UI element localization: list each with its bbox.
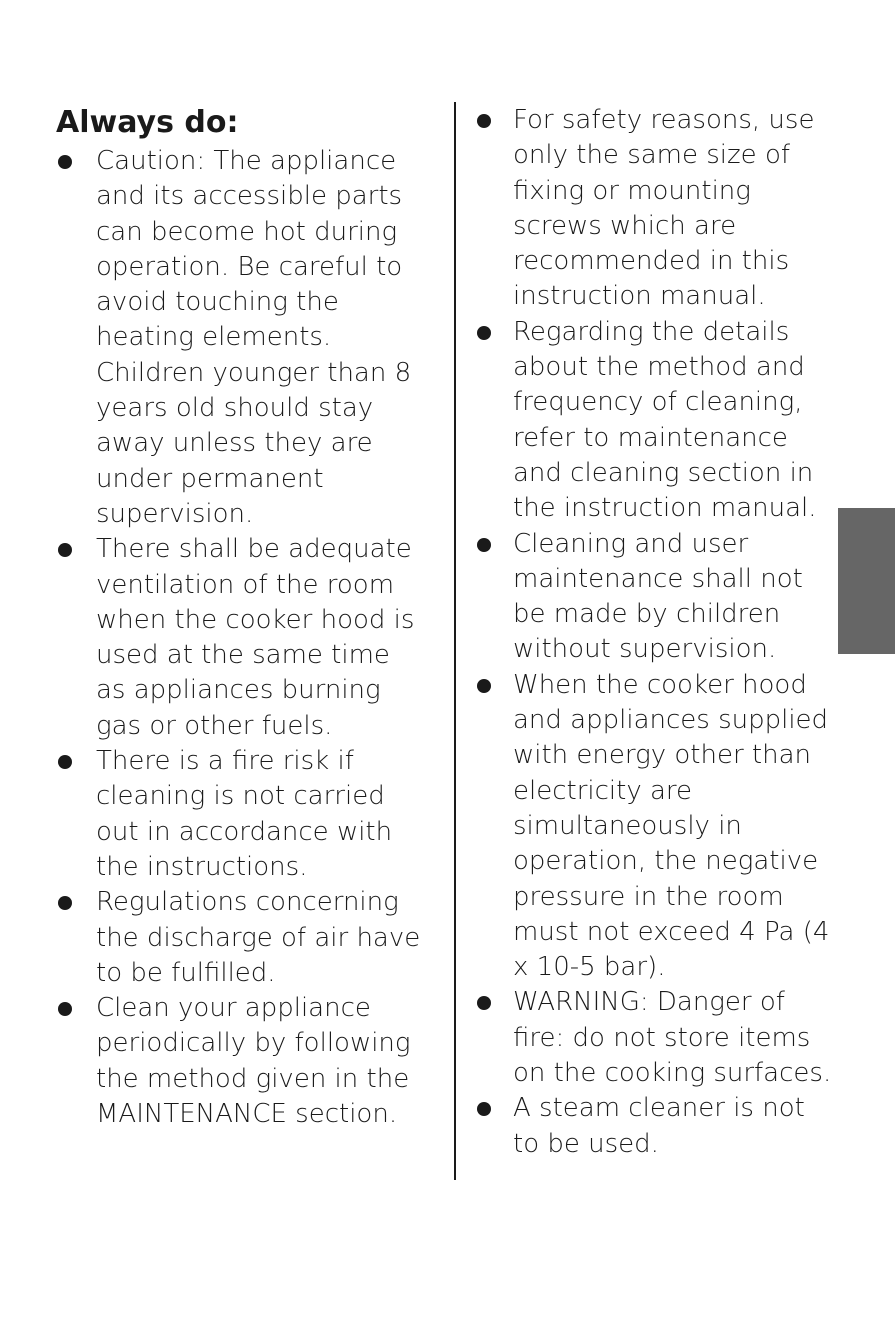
- list-item: [476, 985, 846, 1091]
- list-item-text: Clean your appliance periodically by following the method given in the MAINTENANCE section.: [96, 993, 411, 1130]
- list-item: [476, 103, 846, 315]
- section-heading: Always do:: [56, 105, 239, 140]
- bullet-icon: [58, 755, 72, 769]
- bullet-icon: [477, 114, 491, 128]
- bullet-icon: [477, 679, 491, 693]
- bullet-icon: [477, 538, 491, 552]
- list-item-text: WARNING: Danger of fire: do not store items on the cooking surfaces.: [513, 987, 832, 1089]
- left-column-list: [58, 144, 438, 1132]
- list-item: [58, 744, 438, 885]
- bullet-icon: [58, 155, 72, 169]
- section-tab-marker: [838, 508, 895, 654]
- list-item-text: There shall be adequate ventilation of the room when the cooker hood is used at the same time as appliances burning gas or other fuels.: [96, 534, 415, 741]
- list-item-text: For safety reasons, use only the same size of fixing or mounting screws which are recommended in this instruction manual.: [513, 105, 815, 312]
- right-column-list: [476, 103, 846, 1162]
- bullet-icon: [58, 1002, 72, 1016]
- list-item: [58, 885, 438, 991]
- bullet-icon: [477, 1102, 491, 1116]
- list-item-text: Regulations concerning the discharge of air have to be fulfilled.: [96, 887, 421, 988]
- list-item: [476, 315, 846, 527]
- list-item-text: Regarding the details about the method and frequency of cleaning, refer to maintenance and cleaning section in the instruction manual.: [513, 316, 817, 524]
- list-item-text: When the cooker hood and appliances supplied with energy other than electricity are simultaneously in operation, the negative pressure in the room must not exceed 4 Pa (4 x 10-5 bar).: [513, 669, 830, 983]
- bullet-icon: [58, 896, 72, 910]
- list-item-text: Caution: The appliance and its accessible parts can become hot during operation. Be careful to avoid touching the heating elements. Children younger than 8 years old should stay away unless they are under permanent supervision.: [96, 146, 412, 529]
- list-item: [476, 527, 846, 668]
- list-item-text: Cleaning and user maintenance shall not be made by children without supervision.: [513, 528, 803, 665]
- list-item: [476, 1091, 846, 1162]
- list-item: [58, 991, 438, 1132]
- bullet-icon: [58, 543, 72, 557]
- list-item: [58, 532, 438, 744]
- list-item-text: There is a fire risk if cleaning is not carried out in accordance with the instructions.: [96, 746, 393, 882]
- bullet-icon: [477, 326, 491, 340]
- list-item: [58, 144, 438, 532]
- column-divider: [454, 102, 456, 1180]
- list-item-text: A steam cleaner is not to be used.: [513, 1093, 805, 1159]
- list-item: [476, 668, 846, 986]
- bullet-icon: [477, 996, 491, 1010]
